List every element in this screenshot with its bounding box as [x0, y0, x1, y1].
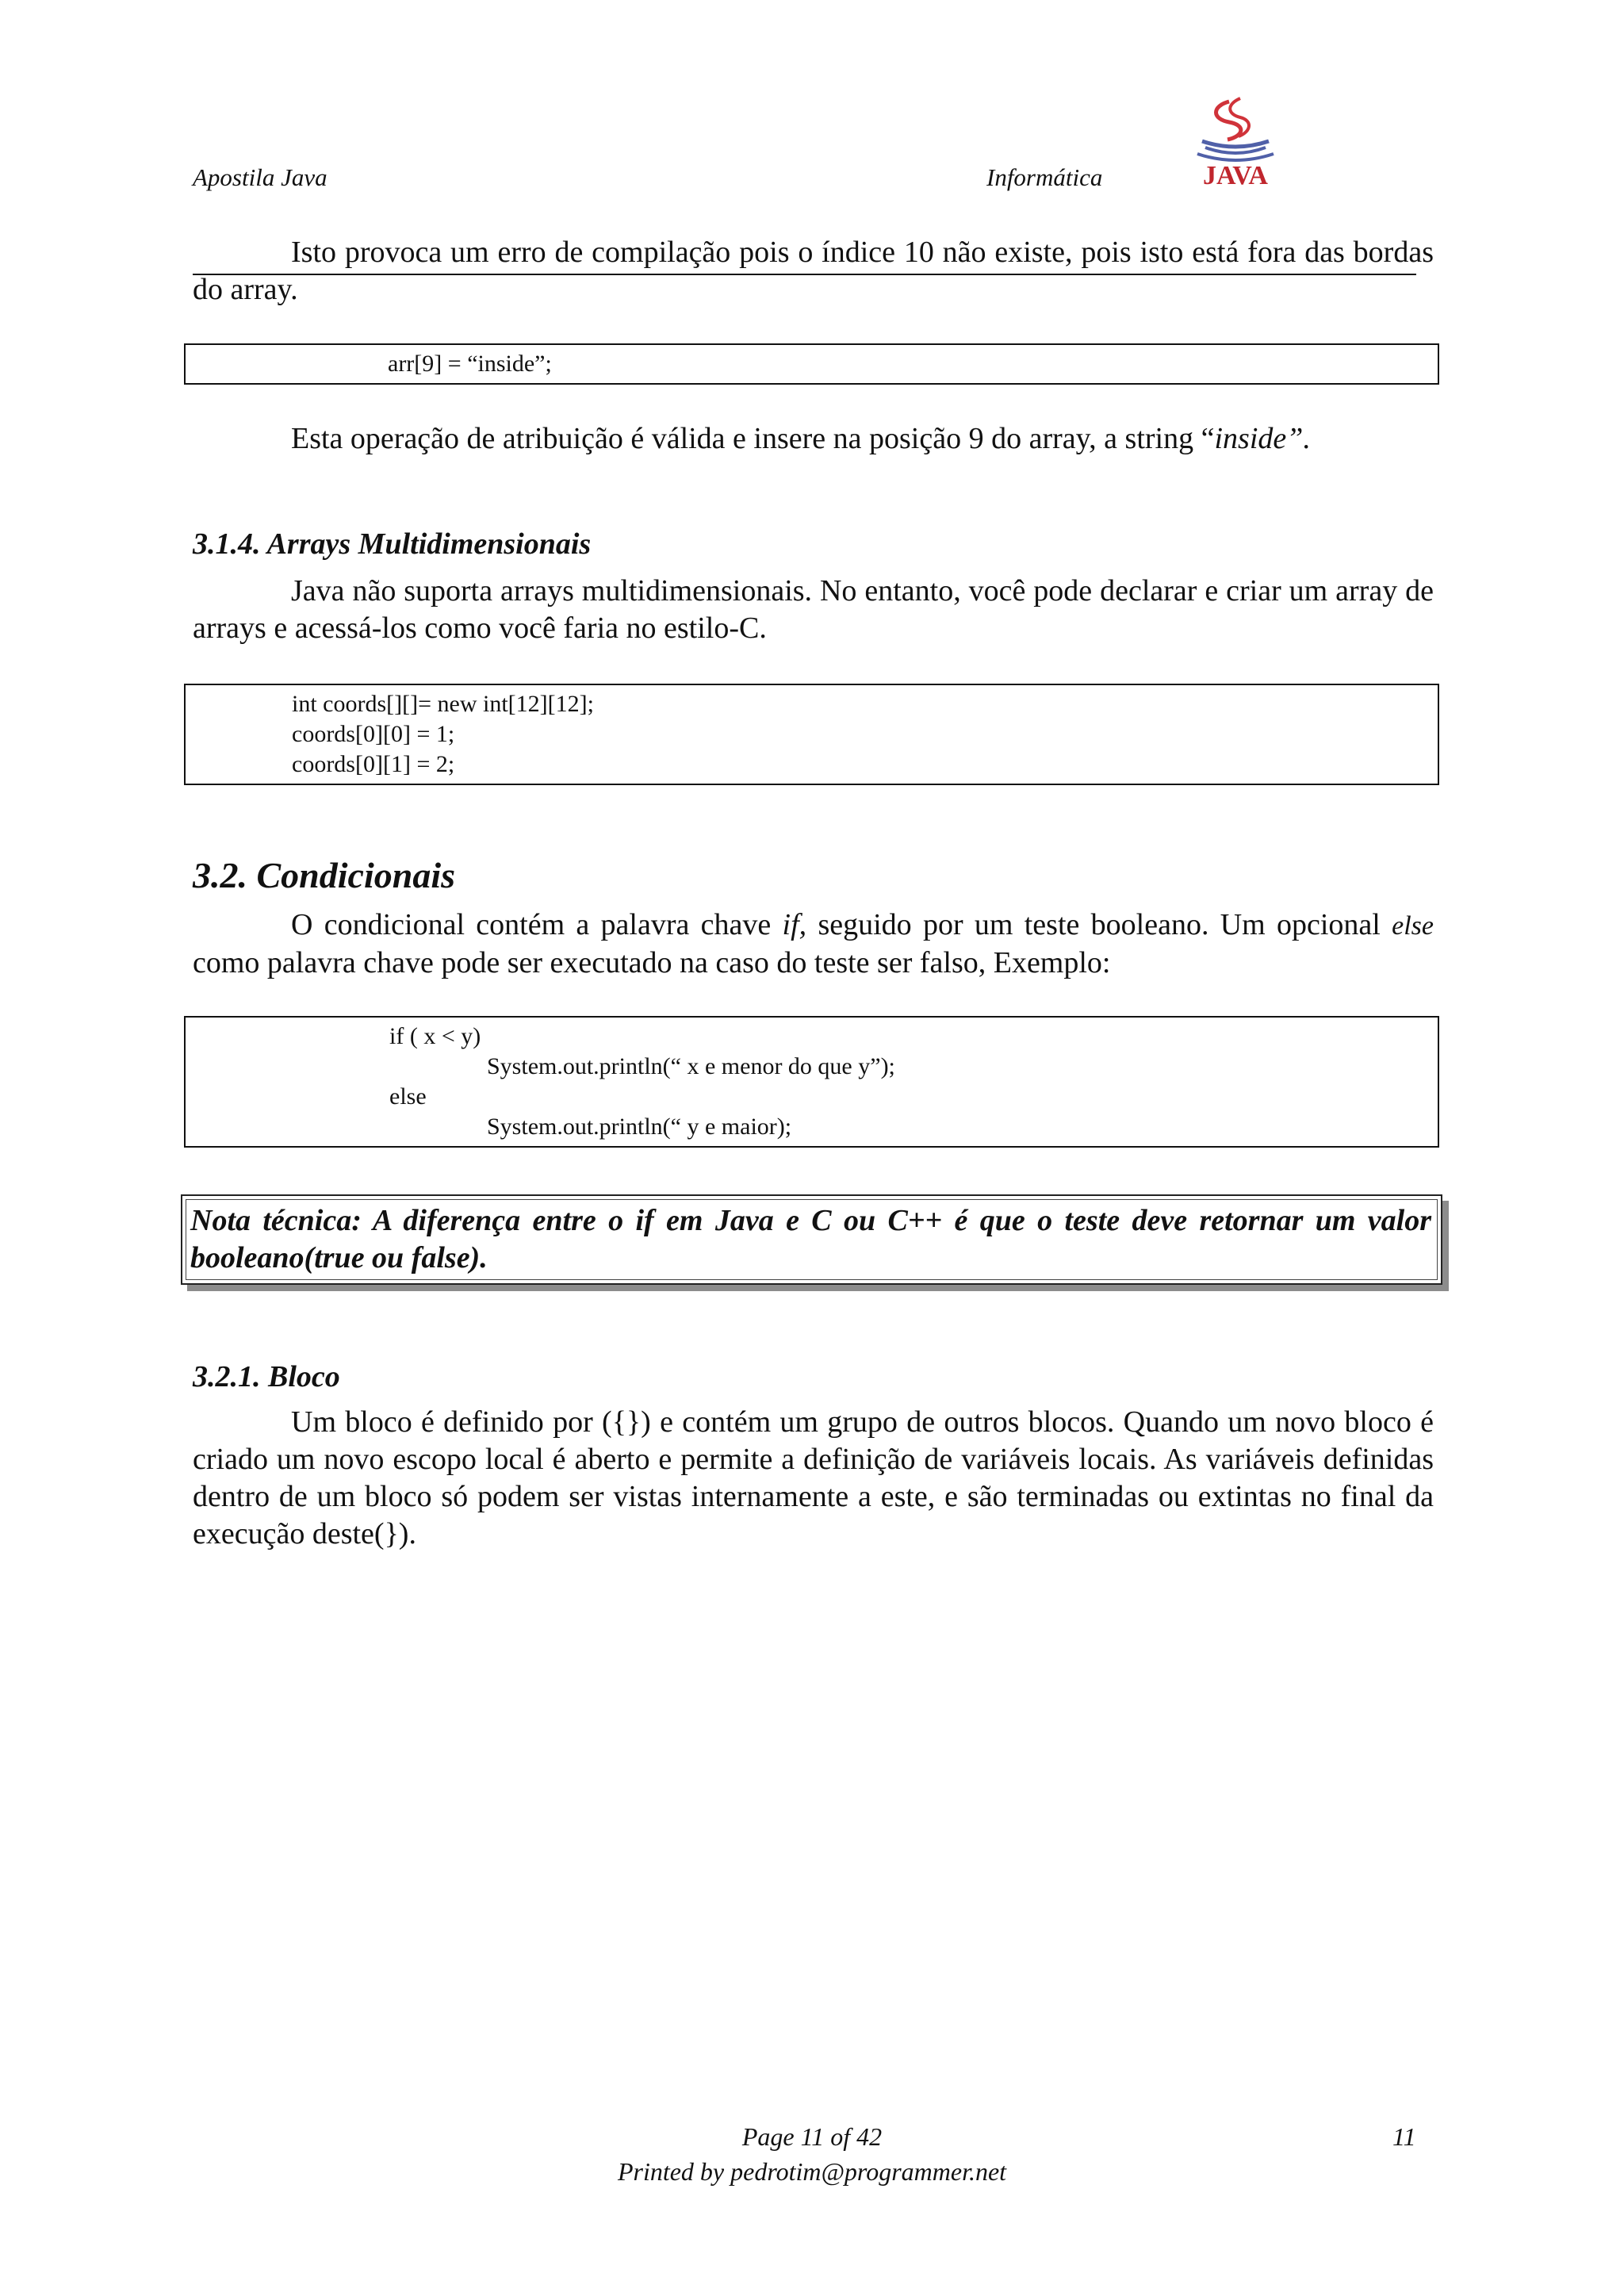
logo-cup [1197, 154, 1274, 160]
code-block [184, 343, 1439, 385]
code-line: else [389, 1083, 427, 1110]
code-block [184, 1016, 1439, 1148]
logo-steam [1216, 102, 1241, 140]
code-line: System.out.println(“ x e menor do que y”); [487, 1053, 895, 1079]
section-heading-3-2: 3.2. Condicionais [193, 855, 456, 895]
code-line: arr[9] = “inside”; [388, 351, 552, 377]
footer-page-number: 11 [1392, 2122, 1416, 2151]
code-line: if ( x < y) [389, 1023, 481, 1049]
technical-note-box [181, 1194, 1442, 1285]
code-line: coords[0][1] = 2; [292, 751, 455, 777]
header-left-title: Apostila Java [193, 163, 327, 191]
paragraph-block: Um bloco é definido por ({}) e contém um grupo de outros blocos. Quando um novo bloco é criado um novo escopo local é aberto e permite a definição de variáveis locais. As variáveis definidas dentro de um bloco só podem ser vistas internamente a este, e são terminadas ou extintas no final da execução deste(}). [193, 1405, 1434, 1550]
java-logo [1180, 95, 1291, 189]
code-block [184, 684, 1439, 785]
paragraph-conditional: O condicional contém a palavra chave if, seguido por um teste booleano. Um opcional else como palavra chave pode ser executado na caso do teste ser falso, Exemplo: [193, 908, 1434, 979]
code-line: int coords[][]= new int[12][12]; [292, 691, 594, 717]
code-line: coords[0][0] = 1; [292, 721, 455, 747]
paragraph-array-error: Isto provoca um erro de compilação pois o índice 10 não existe, pois isto está fora das bordas do array. [193, 236, 1434, 306]
technical-note-text: Nota técnica: A diferença entre o if em Java e C ou C++ é que o teste deve retornar um valor booleano(true ou false). [190, 1204, 1431, 1274]
divider [193, 274, 1416, 275]
footer-page-count: Page 11 of 42 [741, 2122, 883, 2151]
footer-printed-by: Printed by pedrotim@programmer.net [617, 2157, 1007, 2186]
logo-text: JAVA [1203, 161, 1268, 189]
code-line: System.out.println(“ y e maior); [487, 1114, 792, 1140]
section-heading-3-1-4: 3.1.4. Arrays Multidimensionais [193, 527, 592, 561]
section-heading-3-2-1: 3.2.1. Bloco [193, 1360, 340, 1393]
paragraph-assignment: Esta operação de atribuição é válida e insere na posição 9 do array, a string “inside”. [291, 422, 1311, 455]
logo-cup [1202, 141, 1269, 147]
paragraph-multidimensional: Java não suporta arrays multidimensionais. No entanto, você pode declarar e criar um array de arrays e acessá-los como você faria no estilo-C. [193, 574, 1434, 645]
header-center-title: Informática [986, 163, 1103, 191]
